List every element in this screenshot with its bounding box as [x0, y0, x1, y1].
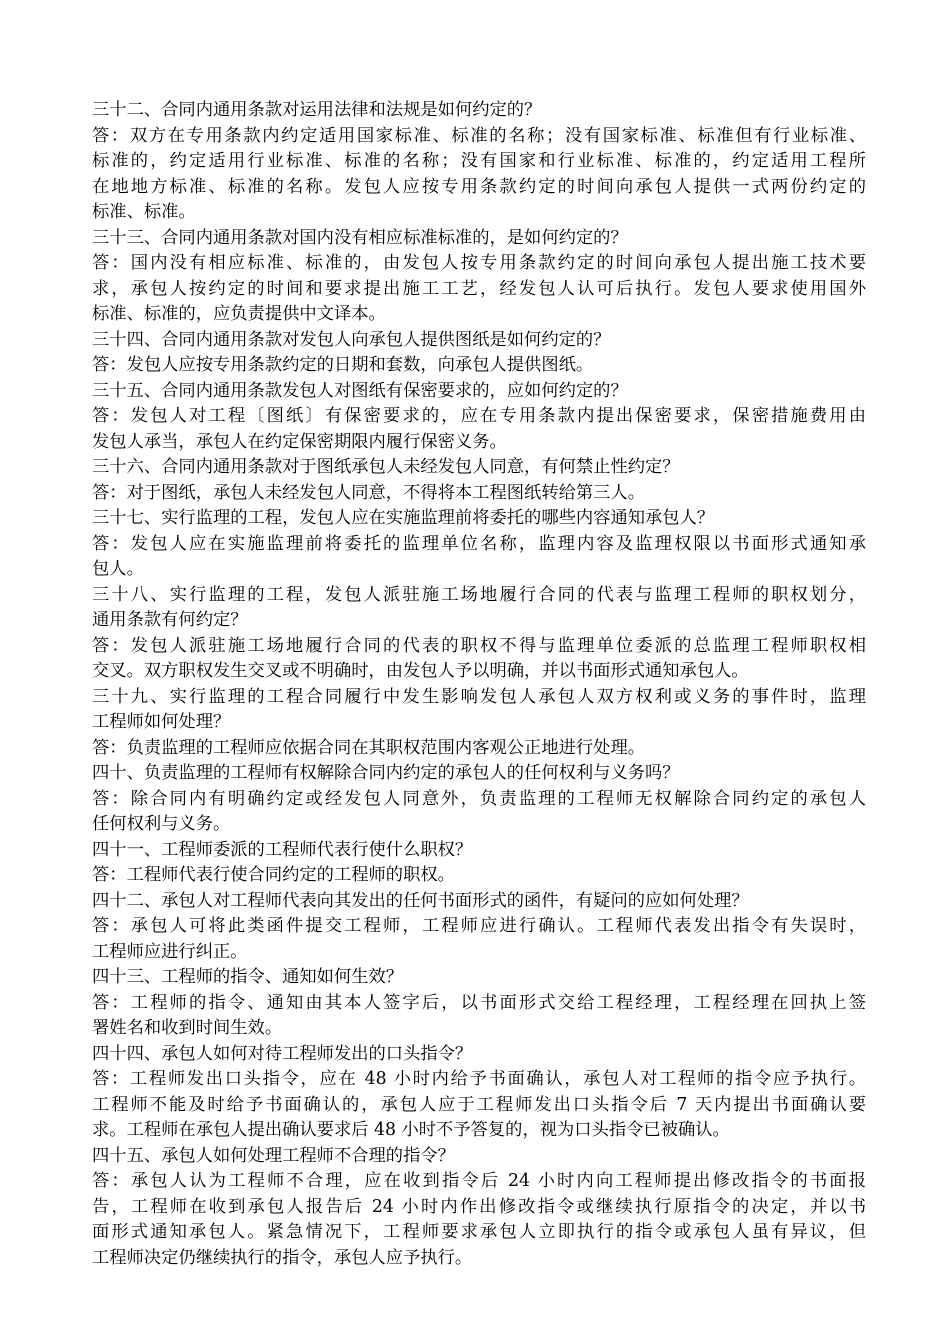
- answer-line: 答：负责监理的工程师应依据合同在其职权范围内客观公正地进行处理。: [92, 737, 646, 758]
- answer-line: 标准、标准。: [92, 202, 196, 222]
- answer-line: 答：工程师代表行使合同约定的工程师的职权。: [92, 865, 455, 885]
- qa-item: [92, 965, 866, 1042]
- answer-line: 答：发包人应按专用条款约定的日期和套数，向承包人提供图纸。: [92, 355, 594, 375]
- qa-item: [92, 685, 866, 762]
- answer-line: 答：国内没有相应标准、标准的，由发包人按专用条款约定的时间向承包人提出施工技术要: [92, 253, 866, 273]
- question-line: 四十五、承包人如何处理工程师不合理的指令？: [92, 1145, 455, 1166]
- answer-line: 标准的，约定适用行业标准、标准的名称；没有国家和行业标准、标准的，约定适用工程所: [92, 151, 866, 171]
- qa-item: [92, 583, 866, 685]
- question-line: 通用条款有何约定？: [92, 610, 248, 630]
- answer-line: 发包人承当，承包人在约定保密期限内履行保密义务。: [92, 431, 507, 452]
- answer-line: 答：承包人可将此类函件提交工程师，工程师应进行确认。工程师代表发出指令有失误时，: [92, 916, 866, 936]
- answer-line: 工程师应进行纠正。: [92, 941, 248, 962]
- question-line: 四十一、工程师委派的工程师代表行使什么职权？: [92, 839, 473, 860]
- answer-line: 署姓名和收到时间生效。: [92, 1018, 283, 1038]
- qa-item: [92, 328, 866, 379]
- answer-line: 标准、标准的，应负责提供中文译本。: [92, 304, 386, 324]
- answer-line: 答：发包人对工程〔图纸〕有保密要求的，应在专用条款内提出保密要求，保密措施费用由: [92, 406, 866, 426]
- answer-line: 在地地方标准、标准的名称。发包人应按专用条款约定的时间向承包人提供一式两份约定的: [92, 176, 866, 197]
- qa-item: [92, 506, 866, 583]
- question-line: 工程师如何处理？: [92, 712, 231, 732]
- question-line: 四十、负责监理的工程师有权解除合同内约定的承包人的任何权利与义务吗？: [92, 763, 680, 783]
- answer-line: 答：双方在专用条款内约定适用国家标准、标准的名称；没有国家标准、标准但有行业标准、: [92, 125, 866, 146]
- answer-line: 任何权利与义务。: [92, 814, 231, 834]
- answer-line: 面形式通知承包人。紧急情况下，工程师要求承包人立即执行的指令或承包人虽有异议，但: [92, 1222, 866, 1242]
- qa-item: [92, 226, 866, 328]
- answer-line: 答：对于图纸，承包人未经发包人同意，不得将本工程图纸转给第三人。: [92, 482, 646, 503]
- answer-line: 答：发包人应在实施监理前将委托的监理单位名称，监理内容及监理权限以书面形式通知承: [92, 533, 866, 554]
- question-line: 三十三、合同内通用条款对国内没有相应标准标准的，是如何约定的？: [92, 227, 628, 248]
- qa-item: [92, 1144, 866, 1272]
- document-page: [92, 98, 866, 1271]
- question-line: 四十三、工程师的指令、通知如何生效？: [92, 967, 404, 987]
- question-line: 三十五、合同内通用条款发包人对图纸有保密要求的，应如何约定的？: [92, 380, 628, 401]
- qa-item: [92, 379, 866, 456]
- answer-line: 答：承包人认为工程师不合理，应在收到指令后 24 小时内向工程师提出修改指令的书面报: [92, 1171, 866, 1191]
- answer-line: 答：工程师发出口头指令，应在 48 小时内给予书面确认，承包人对工程师的指令应予执行。: [92, 1069, 866, 1089]
- answer-line: 工程师不能及时给予书面确认的，承包人应于工程师发出口头指令后 7 天内提出书面确认要: [92, 1094, 866, 1115]
- question-line: 四十二、承包人对工程师代表向其发出的任何书面形式的函件，有疑问的应如何处理？: [92, 890, 749, 911]
- answer-line: 求，承包人按约定的时间和要求提出施工工艺，经发包人认可后执行。发包人要求使用国外: [92, 278, 866, 299]
- qa-item: [92, 98, 866, 226]
- question-line: 三十八、实行监理的工程，发包人派驻施工场地履行合同的代表与监理工程师的职权划分，: [92, 584, 866, 605]
- question-line: 三十四、合同内通用条款对发包人向承包人提供图纸是如何约定的？: [92, 329, 611, 350]
- question-line: 三十二、合同内通用条款对运用法律和法规是如何约定的？: [92, 100, 542, 120]
- question-line: 四十四、承包人如何对待工程师发出的口头指令？: [92, 1043, 473, 1064]
- answer-line: 答：发包人派驻施工场地履行合同的代表的职权不得与监理单位委派的总监理工程师职权相: [92, 635, 866, 656]
- answer-line: 告，工程师在收到承包人报告后 24 小时内作出修改指令或继续执行原指令的决定，并以书: [92, 1196, 866, 1217]
- question-line: 三十七、实行监理的工程，发包人应在实施监理前将委托的哪些内容通知承包人？: [92, 508, 715, 528]
- answer-line: 包人。: [92, 559, 144, 579]
- qa-item: [92, 761, 866, 838]
- qa-item: [92, 455, 866, 506]
- answer-line: 答：除合同内有明确约定或经发包人同意外，负责监理的工程师无权解除合同约定的承包人: [92, 788, 866, 809]
- qa-item: [92, 1042, 866, 1144]
- qa-item: [92, 889, 866, 966]
- answer-line: 交叉。双方职权发生交叉或不明确时，由发包人予以明确，并以书面形式通知承包人。: [92, 661, 749, 681]
- question-line: 三十六、合同内通用条款对于图纸承包人未经发包人同意，有何禁止性约定？: [92, 457, 680, 477]
- answer-line: 工程师决定仍继续执行的指令，承包人应予执行。: [92, 1247, 473, 1268]
- answer-line: 答：工程师的指令、通知由其本人签字后，以书面形式交给工程经理，工程经理在回执上签: [92, 992, 866, 1013]
- question-line: 三十九、实行监理的工程合同履行中发生影响发包人承包人双方权利或义务的事件时，监理: [92, 686, 866, 707]
- answer-line: 求。工程师在承包人提出确认要求后 48 小时不予答复的，视为口头指令已被确认。: [92, 1120, 730, 1140]
- qa-item: [92, 838, 866, 889]
